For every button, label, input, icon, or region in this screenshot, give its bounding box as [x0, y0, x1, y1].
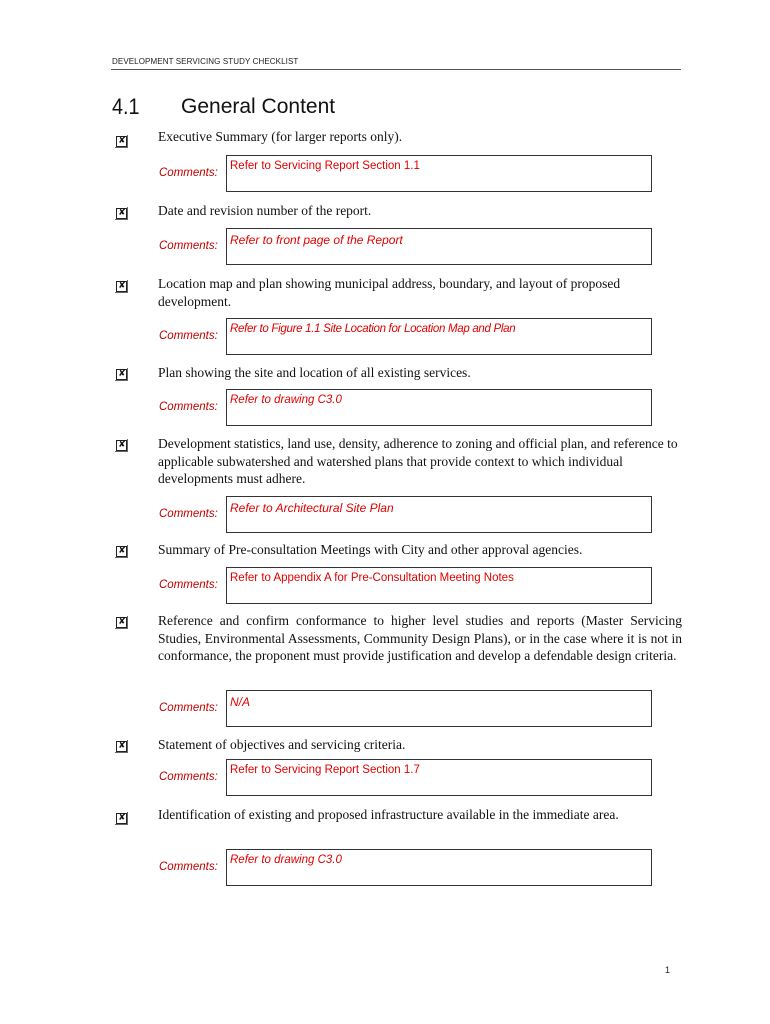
checkmark-x-icon: ✘ [118, 281, 126, 291]
checklist-item-text: Development statistics, land use, density, adherence to zoning and official plan, and reference to applicable subwatershed and watershed plans that provide context to which individual developments must adhere. [158, 436, 678, 486]
comments-label: Comments: [159, 167, 218, 179]
comment-field[interactable] [226, 228, 652, 265]
page-number: 1 [665, 965, 671, 975]
comment-value: Refer to Appendix A for Pre-Consultation Meeting Notes [230, 572, 514, 584]
comment-field[interactable] [226, 567, 652, 604]
comments-label: Comments: [159, 401, 218, 413]
comment-field[interactable] [226, 690, 652, 727]
checkmark-x-icon: ✘ [118, 136, 126, 146]
checklist-item-text: Location map and plan showing municipal address, boundary, and layout of proposed development. [158, 276, 621, 309]
checkmark-x-icon: ✘ [118, 741, 126, 751]
checkmark-x-icon: ✘ [118, 208, 126, 218]
checklist-checkbox[interactable] [116, 208, 127, 219]
comment-field[interactable] [226, 849, 652, 886]
checklist-item-text: Plan showing the site and location of all existing services. [158, 365, 471, 380]
comments-label: Comments: [159, 508, 218, 520]
comment-value: Refer to Servicing Report Section 1.7 [230, 764, 420, 776]
checklist-checkbox[interactable] [116, 813, 127, 824]
checklist-item-text: Statement of objectives and servicing criteria. [158, 737, 406, 752]
checkmark-x-icon: ✘ [118, 813, 126, 823]
checkmark-x-icon: ✘ [118, 546, 126, 556]
comment-value: Refer to front page of the Report [230, 233, 403, 247]
checklist-checkbox[interactable] [116, 369, 127, 380]
checklist-checkbox[interactable] [116, 741, 127, 752]
checklist-checkbox[interactable] [116, 546, 127, 557]
comments-label: Comments: [159, 861, 218, 873]
checklist-item-text: Executive Summary (for larger reports only). [158, 129, 403, 144]
section-number: 4.1 [112, 94, 140, 119]
comments-label: Comments: [159, 771, 218, 783]
comment-field[interactable] [226, 389, 652, 426]
comments-label: Comments: [159, 702, 218, 714]
comment-field[interactable] [226, 759, 652, 796]
checklist-item-text: Reference and confirm conformance to higher level studies and reports (Master Servicing Studies, Environmental Assessments, Community Design Plans), or in the case where it is not in conformance, the proponent must provide justification and develop a defendable design criteria. [158, 613, 682, 663]
document-header: DEVELOPMENT SERVICING STUDY CHECKLIST [112, 57, 299, 66]
comment-value: N/A [230, 695, 251, 709]
comment-field[interactable] [226, 318, 652, 355]
comment-field[interactable] [226, 155, 652, 192]
comment-value: Refer to Figure 1.1 Site Location for Location Map and Plan [230, 323, 516, 335]
checkmark-x-icon: ✘ [118, 440, 126, 450]
comment-value: Refer to Architectural Site Plan [230, 501, 394, 515]
comments-label: Comments: [159, 579, 218, 591]
comment-value: Refer to drawing C3.0 [230, 394, 342, 406]
checklist-item-text: Date and revision number of the report. [158, 203, 372, 218]
comments-label: Comments: [159, 240, 218, 252]
comment-value: Refer to drawing C3.0 [230, 854, 342, 866]
checklist-checkbox[interactable] [116, 440, 127, 451]
comments-label: Comments: [159, 330, 218, 342]
comment-value: Refer to Servicing Report Section 1.1 [230, 160, 420, 172]
comment-field[interactable] [226, 496, 652, 533]
header-divider [111, 69, 681, 70]
section-title: General Content [181, 95, 336, 118]
checklist-item-text: Identification of existing and proposed infrastructure available in the immediate area. [158, 807, 619, 822]
checkmark-x-icon: ✘ [118, 369, 126, 379]
checkmark-x-icon: ✘ [118, 617, 126, 627]
checklist-item-text: Summary of Pre-consultation Meetings with City and other approval agencies. [158, 542, 583, 557]
checklist-checkbox[interactable] [116, 136, 127, 147]
checklist-checkbox[interactable] [116, 617, 127, 628]
checklist-checkbox[interactable] [116, 281, 127, 292]
